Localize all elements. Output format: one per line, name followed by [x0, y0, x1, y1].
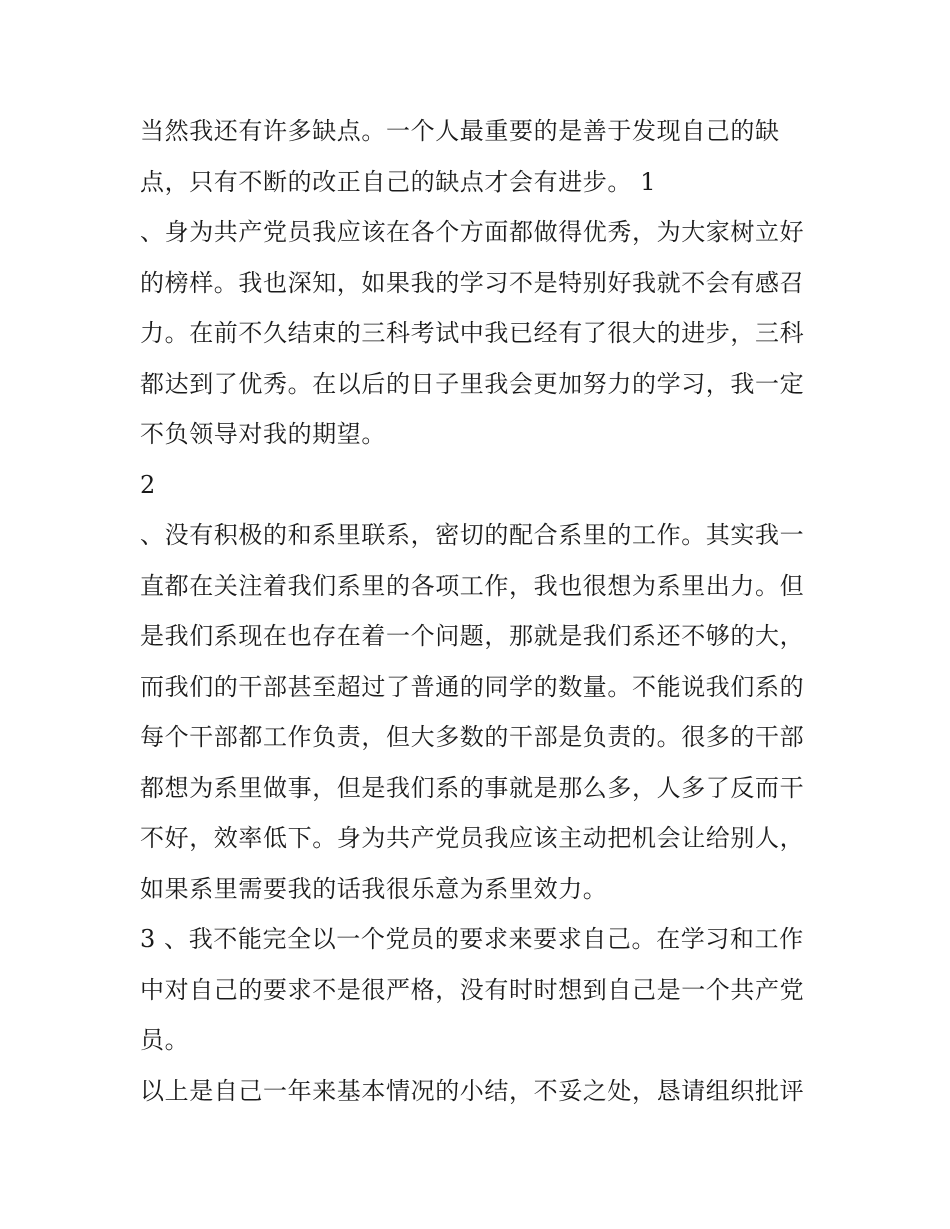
- text-line: 点，只有不断的改正自己的缺点才会有进步。 1: [140, 167, 657, 196]
- text-line: 3 、我不能完全以一个党员的要求来要求自己。在学习和工作: [140, 925, 804, 953]
- text-line: 、身为共产党员我应该在各个方面都做得优秀，为大家树立好: [140, 218, 805, 246]
- text-line: 中对自己的要求不是很严格，没有时时想到自己是一个共产党: [140, 975, 805, 1004]
- text-line: 员。: [140, 1026, 190, 1054]
- text-line: 不负领导对我的期望。: [140, 420, 386, 448]
- text-line: 、没有积极的和系里联系，密切的配合系里的工作。其实我一: [140, 521, 805, 549]
- text-line: 当然我还有许多缺点。一个人最重要的是善于发现自己的缺: [140, 117, 780, 145]
- document-body: [140, 106, 820, 1116]
- text-line: 不好，效率低下。身为共产党员我应该主动把机会让给别人，: [140, 824, 805, 852]
- text-line: 如果系里需要我的话我很乐意为系里效力。: [140, 874, 608, 903]
- text-line: 直都在关注着我们系里的各项工作，我也很想为系里出力。但: [140, 571, 805, 600]
- text-line: 而我们的干部甚至超过了普通的同学的数量。不能说我们系的: [140, 672, 805, 701]
- text-line: 每个干部都工作负责，但大多数的干部是负责的。很多的干部: [140, 723, 805, 751]
- text-line: 以上是自己一年来基本情况的小结，不妥之处，恳请组织批评: [140, 1076, 805, 1105]
- text-line: 力。在前不久结束的三科考试中我已经有了很大的进步，三科: [140, 319, 805, 347]
- text-line: 是我们系现在也存在着一个问题，那就是我们系还不够的大，: [140, 622, 805, 650]
- text-line: 2: [140, 470, 156, 499]
- text-line: 的榜样。我也深知，如果我的学习不是特别好我就不会有感召: [140, 268, 805, 297]
- text-line: 都想为系里做事，但是我们系的事就是那么多，人多了反而干: [140, 773, 805, 802]
- text-line: 都达到了优秀。在以后的日子里我会更加努力的学习，我一定: [140, 369, 805, 398]
